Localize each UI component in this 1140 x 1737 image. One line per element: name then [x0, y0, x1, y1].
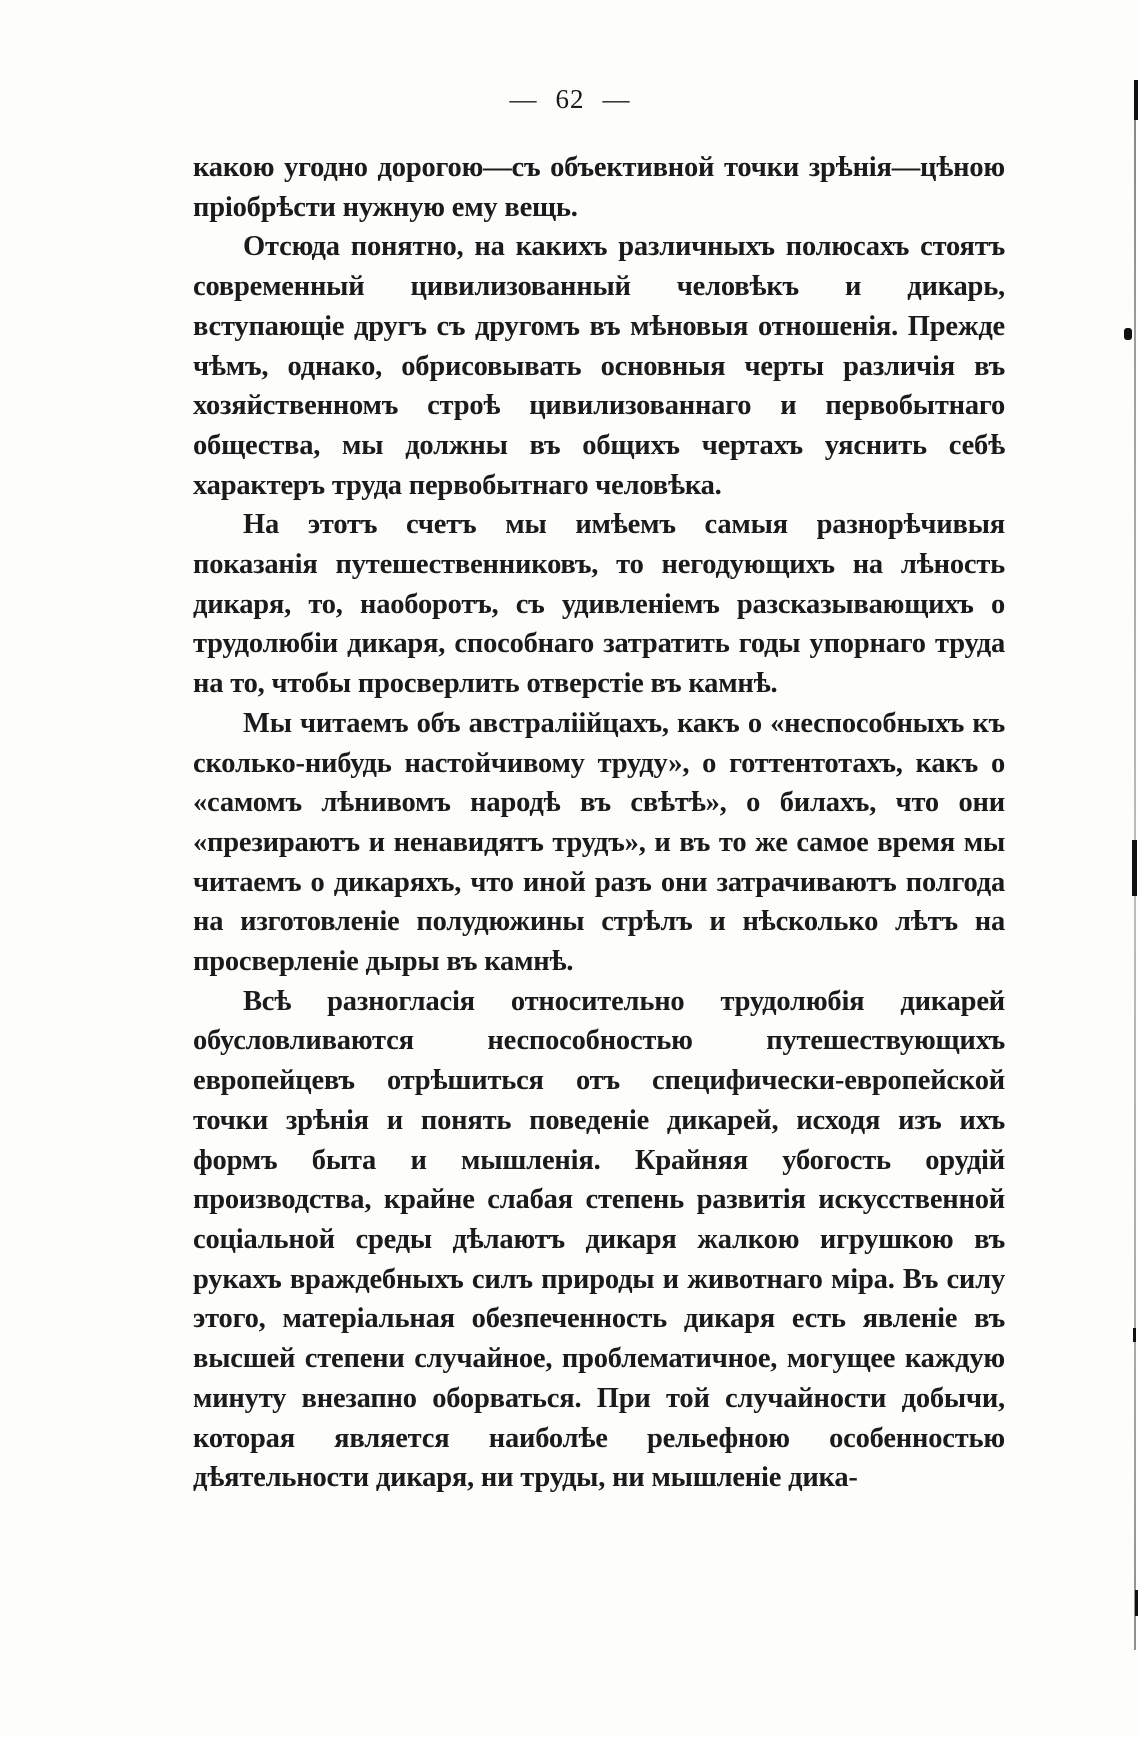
paragraph-5: Всѣ разногласія относительно трудолюбія дикарей обусловливаются неспособностью путешествующихъ европейцевъ отрѣшиться отъ специфически-европейской точки зрѣнія и понять поведеніе дикарей, исходя изъ ихъ формъ быта и мышленія. Крайняя убогость орудій производства, крайне слабая степень развитія искусственной соціальной среды дѣлаютъ дикаря жалкою игрушкою въ рукахъ враждебныхъ силъ природы и животнаго міра. Въ силу этого, матеріальная обезпеченность дикаря есть явленіе въ высшей степени случайное, проблематичное, могущее каждую минуту внезапно оборваться. При той случайности добычи, которая является наиболѣе рельефною особенностью дѣятельности дикаря, ни труды, ни мышленіе дика- — [193, 985, 1005, 1494]
page-number: 62 — [555, 84, 585, 114]
paragraph-4: Мы читаемъ объ австраліійцахъ, какъ о «неспособныхъ къ сколько-нибудь настойчивому труду», о готтентотахъ, какъ о «самомъ лѣнивомъ народѣ въ свѣтѣ», о билахъ, что они «презираютъ и ненавидятъ трудъ», и въ то же самое время мы читаемъ о дикаряхъ, что иной разъ они затрачиваютъ полгода на изготовленіе полудюжины стрѣлъ и нѣсколько лѣтъ на просверленіе дыры въ камнѣ. — [193, 707, 1005, 978]
edge-mark-middle — [1132, 840, 1137, 896]
edge-mark-upper — [1124, 328, 1132, 340]
page-body — [193, 148, 1005, 1498]
paragraph-2: Отсюда понятно, на какихъ различныхъ полюсахъ стоятъ современный цивилизованный человѣкъ и дикарь, вступающіе другъ съ другомъ въ мѣновыя отношенія. Прежде чѣмъ, однако, обрисовывать основныя черты различія въ хозяйственномъ строѣ цивилизованнаго и первобытнаго общества, мы должны въ общихъ чертахъ уяснить себѣ характеръ труда первобытнаго человѣка. — [193, 231, 1005, 501]
dash-right: — — [602, 84, 631, 114]
edge-mark-lower — [1133, 1328, 1136, 1342]
edge-mark-bottom — [1135, 1590, 1138, 1616]
page-number-header — [0, 84, 1140, 115]
dash-left: — — [509, 84, 538, 114]
paragraph-1: какою угодно дорогою—съ объективной точки зрѣнія—цѣною пріобрѣсти нужную ему вещь. — [193, 152, 1005, 223]
edge-mark-top — [1134, 80, 1138, 120]
paragraph-3: На этотъ счетъ мы имѣемъ самыя разнорѣчивыя показанія путешественниковъ, то негодующихъ на лѣность дикаря, то, наоборотъ, съ удивленіемъ разсказывающихъ о трудолюбіи дикаря, способнаго затратить годы упорнаго труда на то, чтобы просверлить отверстіе въ камнѣ. — [193, 509, 1005, 700]
